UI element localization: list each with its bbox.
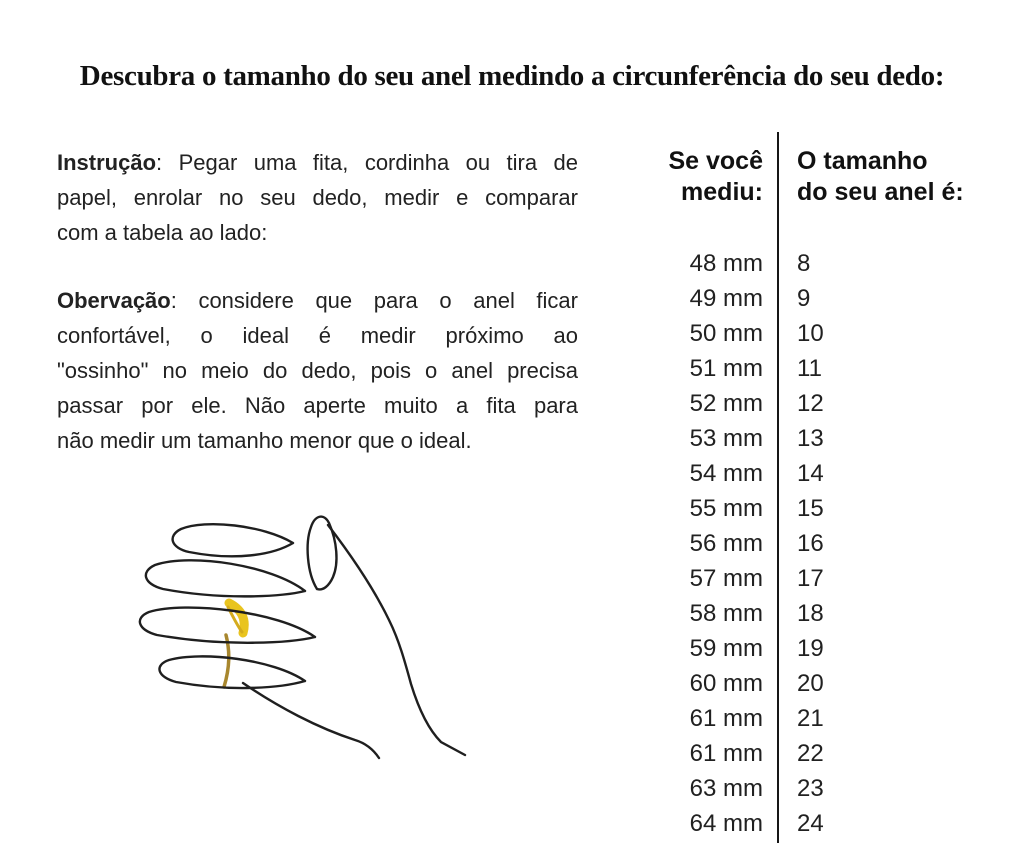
header-line: O tamanho <box>797 147 928 175</box>
finger-middle <box>146 560 305 596</box>
measured-cell: 48 mm <box>689 250 763 277</box>
size-cell: 15 <box>797 495 824 522</box>
text-line: confortável, o ideal é medir próximo ao <box>57 323 578 348</box>
thumb <box>308 517 337 590</box>
size-cell: 13 <box>797 425 824 452</box>
page-title: Descubra o tamanho do seu anel medindo a circunferência do seu dedo: <box>79 60 945 93</box>
header-line: mediu: <box>681 178 763 206</box>
size-cell: 21 <box>797 705 824 732</box>
instruction-paragraph <box>57 145 578 250</box>
instructions-text <box>57 145 578 458</box>
measured-cell: 61 mm <box>689 740 763 767</box>
hand-inner-edge <box>243 683 379 758</box>
table-divider-line <box>777 132 779 843</box>
paragraph-text: : considere que para o anel ficar <box>170 288 578 313</box>
text-line <box>57 145 578 180</box>
measured-cell: 49 mm <box>689 285 763 312</box>
size-cell: 12 <box>797 390 824 417</box>
measured-cell: 53 mm <box>689 425 763 452</box>
size-cell: 14 <box>797 460 824 487</box>
hand-outline <box>140 517 465 758</box>
size-column <box>797 246 957 841</box>
paragraph-lead: Obervação <box>57 288 171 313</box>
measured-cell: 64 mm <box>689 810 763 837</box>
size-cell: 24 <box>797 810 824 837</box>
hand-outer-edge <box>328 525 465 755</box>
size-cell: 23 <box>797 775 824 802</box>
size-cell: 18 <box>797 600 824 627</box>
size-cell: 11 <box>797 355 822 382</box>
size-cell: 16 <box>797 530 824 557</box>
measured-cell: 58 mm <box>689 600 763 627</box>
measured-cell: 61 mm <box>689 705 763 732</box>
observation-paragraph <box>57 283 578 458</box>
measured-cell: 56 mm <box>689 530 763 557</box>
header-line: Se você <box>668 147 763 175</box>
size-cell: 20 <box>797 670 824 697</box>
finger-index <box>173 524 293 556</box>
size-cell: 19 <box>797 635 824 662</box>
table-header-measured <box>600 146 763 208</box>
header-line: do seu anel é: <box>797 178 964 206</box>
size-cell: 10 <box>797 320 824 347</box>
measured-cell: 59 mm <box>689 635 763 662</box>
table-header-size <box>797 146 1017 208</box>
measured-cell: 51 mm <box>689 355 763 382</box>
size-cell: 8 <box>797 250 811 277</box>
size-cell: 9 <box>797 285 811 312</box>
gold-ring-icon <box>224 603 244 687</box>
paragraph-text: : Pegar uma fita, cordinha ou tira de <box>156 150 578 175</box>
measured-cell: 50 mm <box>689 320 763 347</box>
text-line: com a tabela ao lado: <box>57 220 268 245</box>
hand-with-ring-illustration <box>95 495 495 825</box>
measured-cell: 57 mm <box>689 565 763 592</box>
size-cell: 17 <box>797 565 824 592</box>
text-line <box>57 283 578 318</box>
finger-pinky <box>159 656 305 688</box>
hand-drawing <box>95 495 495 825</box>
measured-cell: 60 mm <box>689 670 763 697</box>
text-line: passar por ele. Não aperte muito a fita para <box>57 393 578 418</box>
measured-cell: 52 mm <box>689 390 763 417</box>
measured-cell: 63 mm <box>689 775 763 802</box>
text-line: não medir um tamanho menor que o ideal. <box>57 428 472 453</box>
paragraph-lead: Instrução <box>57 150 157 175</box>
measured-column <box>600 246 763 841</box>
text-line: "ossinho" no meio do dedo, pois o anel precisa <box>57 358 578 383</box>
size-cell: 22 <box>797 740 824 767</box>
text-line: papel, enrolar no seu dedo, medir e comparar <box>57 185 578 210</box>
measured-cell: 54 mm <box>689 460 763 487</box>
measured-cell: 55 mm <box>689 495 763 522</box>
